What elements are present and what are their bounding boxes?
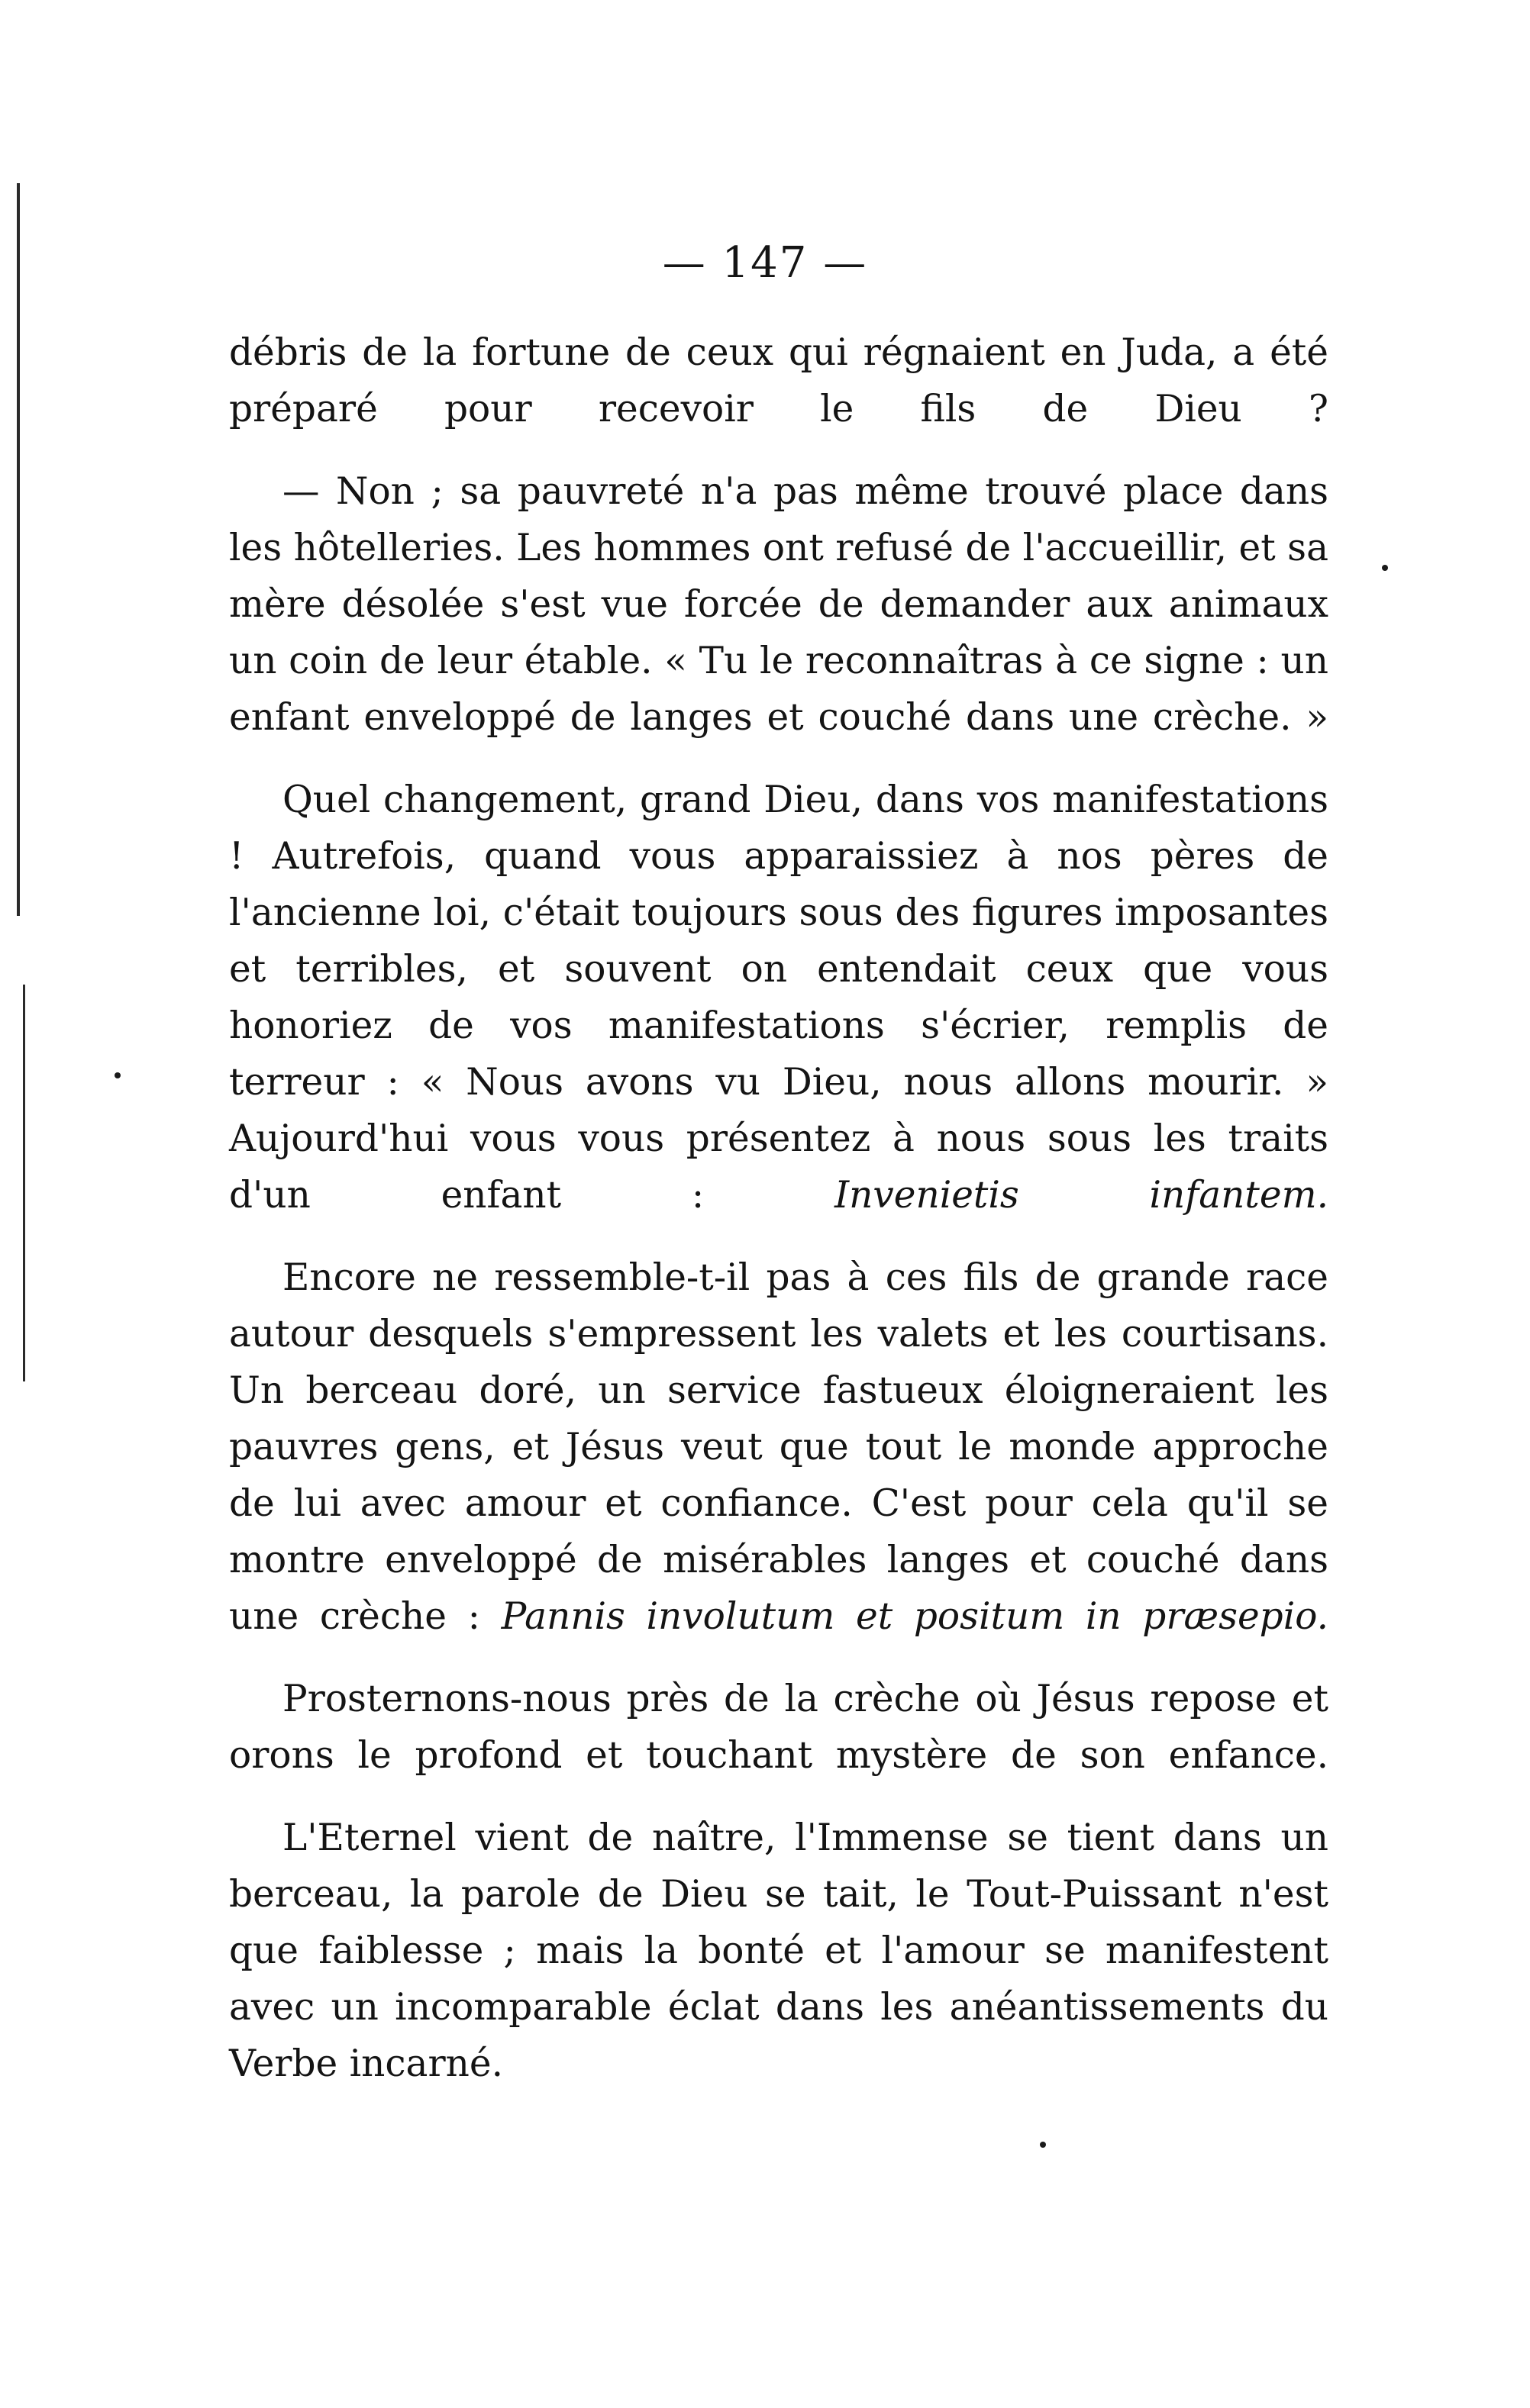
paragraph: [229, 772, 1328, 1223]
page-number: — 147 —: [662, 238, 868, 288]
speck: [1382, 565, 1388, 571]
paragraph-text: Encore ne ressemble-t-il pas à ces fils de grande race autour desquels s'empressent les valets et les courtisans. Un berceau doré, un service fastueux éloigneraient les pauvres gens, et Jésus veut que tout le monde approche de lui avec amour et confiance. C'est pour cela qu'il se montre enveloppé de misérables langes et couché dans une crèche :: [229, 1256, 1328, 1638]
paragraph: L'Eternel vient de naître, l'Immense se tient dans un berceau, la parole de Dieu se tait, le Tout-Puissant n'est que faiblesse ; mais la bonté et l'amour se manifestent avec un incomparable éclat dans les anéantissements du Verbe incarné.: [229, 1816, 1328, 2085]
speck: [115, 1072, 121, 1078]
paragraph: débris de la fortune de ceux qui régnaient en Juda, a été préparé pour recevoir le fils de Dieu ?: [229, 331, 1328, 430]
paragraph: — Non ; sa pauvreté n'a pas même trouvé place dans les hôtelleries. Les hommes ont refusé de l'accueillir, et sa mère désolée s'est vue forcée de demander aux animaux un coin de leur étable. « Tu le reconnaîtras à ce signe : un enfant enveloppé de langes et couché dans une crèche. »: [229, 470, 1328, 739]
latin-quote: Invenietis infantem.: [834, 1174, 1328, 1217]
left-scan-edge-lower: [23, 985, 25, 1381]
latin-quote: Pannis involutum et positum in præsepio.: [501, 1595, 1329, 1638]
paragraph: [229, 1249, 1328, 1645]
left-scan-edge: [17, 183, 20, 916]
paragraph-text: Quel changement, grand Dieu, dans vos manifestations ! Autrefois, quand vous apparaissiez à nos pères de l'ancienne loi, c'était toujours sous des figures imposantes et terribles, et souvent on entendait ceux que vous honoriez de vos manifestations s'écrier, remplis de terreur : « Nous avons vu Dieu, nous allons mourir. » Aujourd'hui vous vous présentez à nous sous les traits d'un enfant :: [229, 778, 1328, 1217]
page-body: [229, 324, 1328, 2092]
paragraph: Prosternons-nous près de la crèche où Jésus repose et orons le profond et touchant mystère de son enfance.: [229, 1678, 1328, 1777]
speck: [1040, 2142, 1046, 2148]
